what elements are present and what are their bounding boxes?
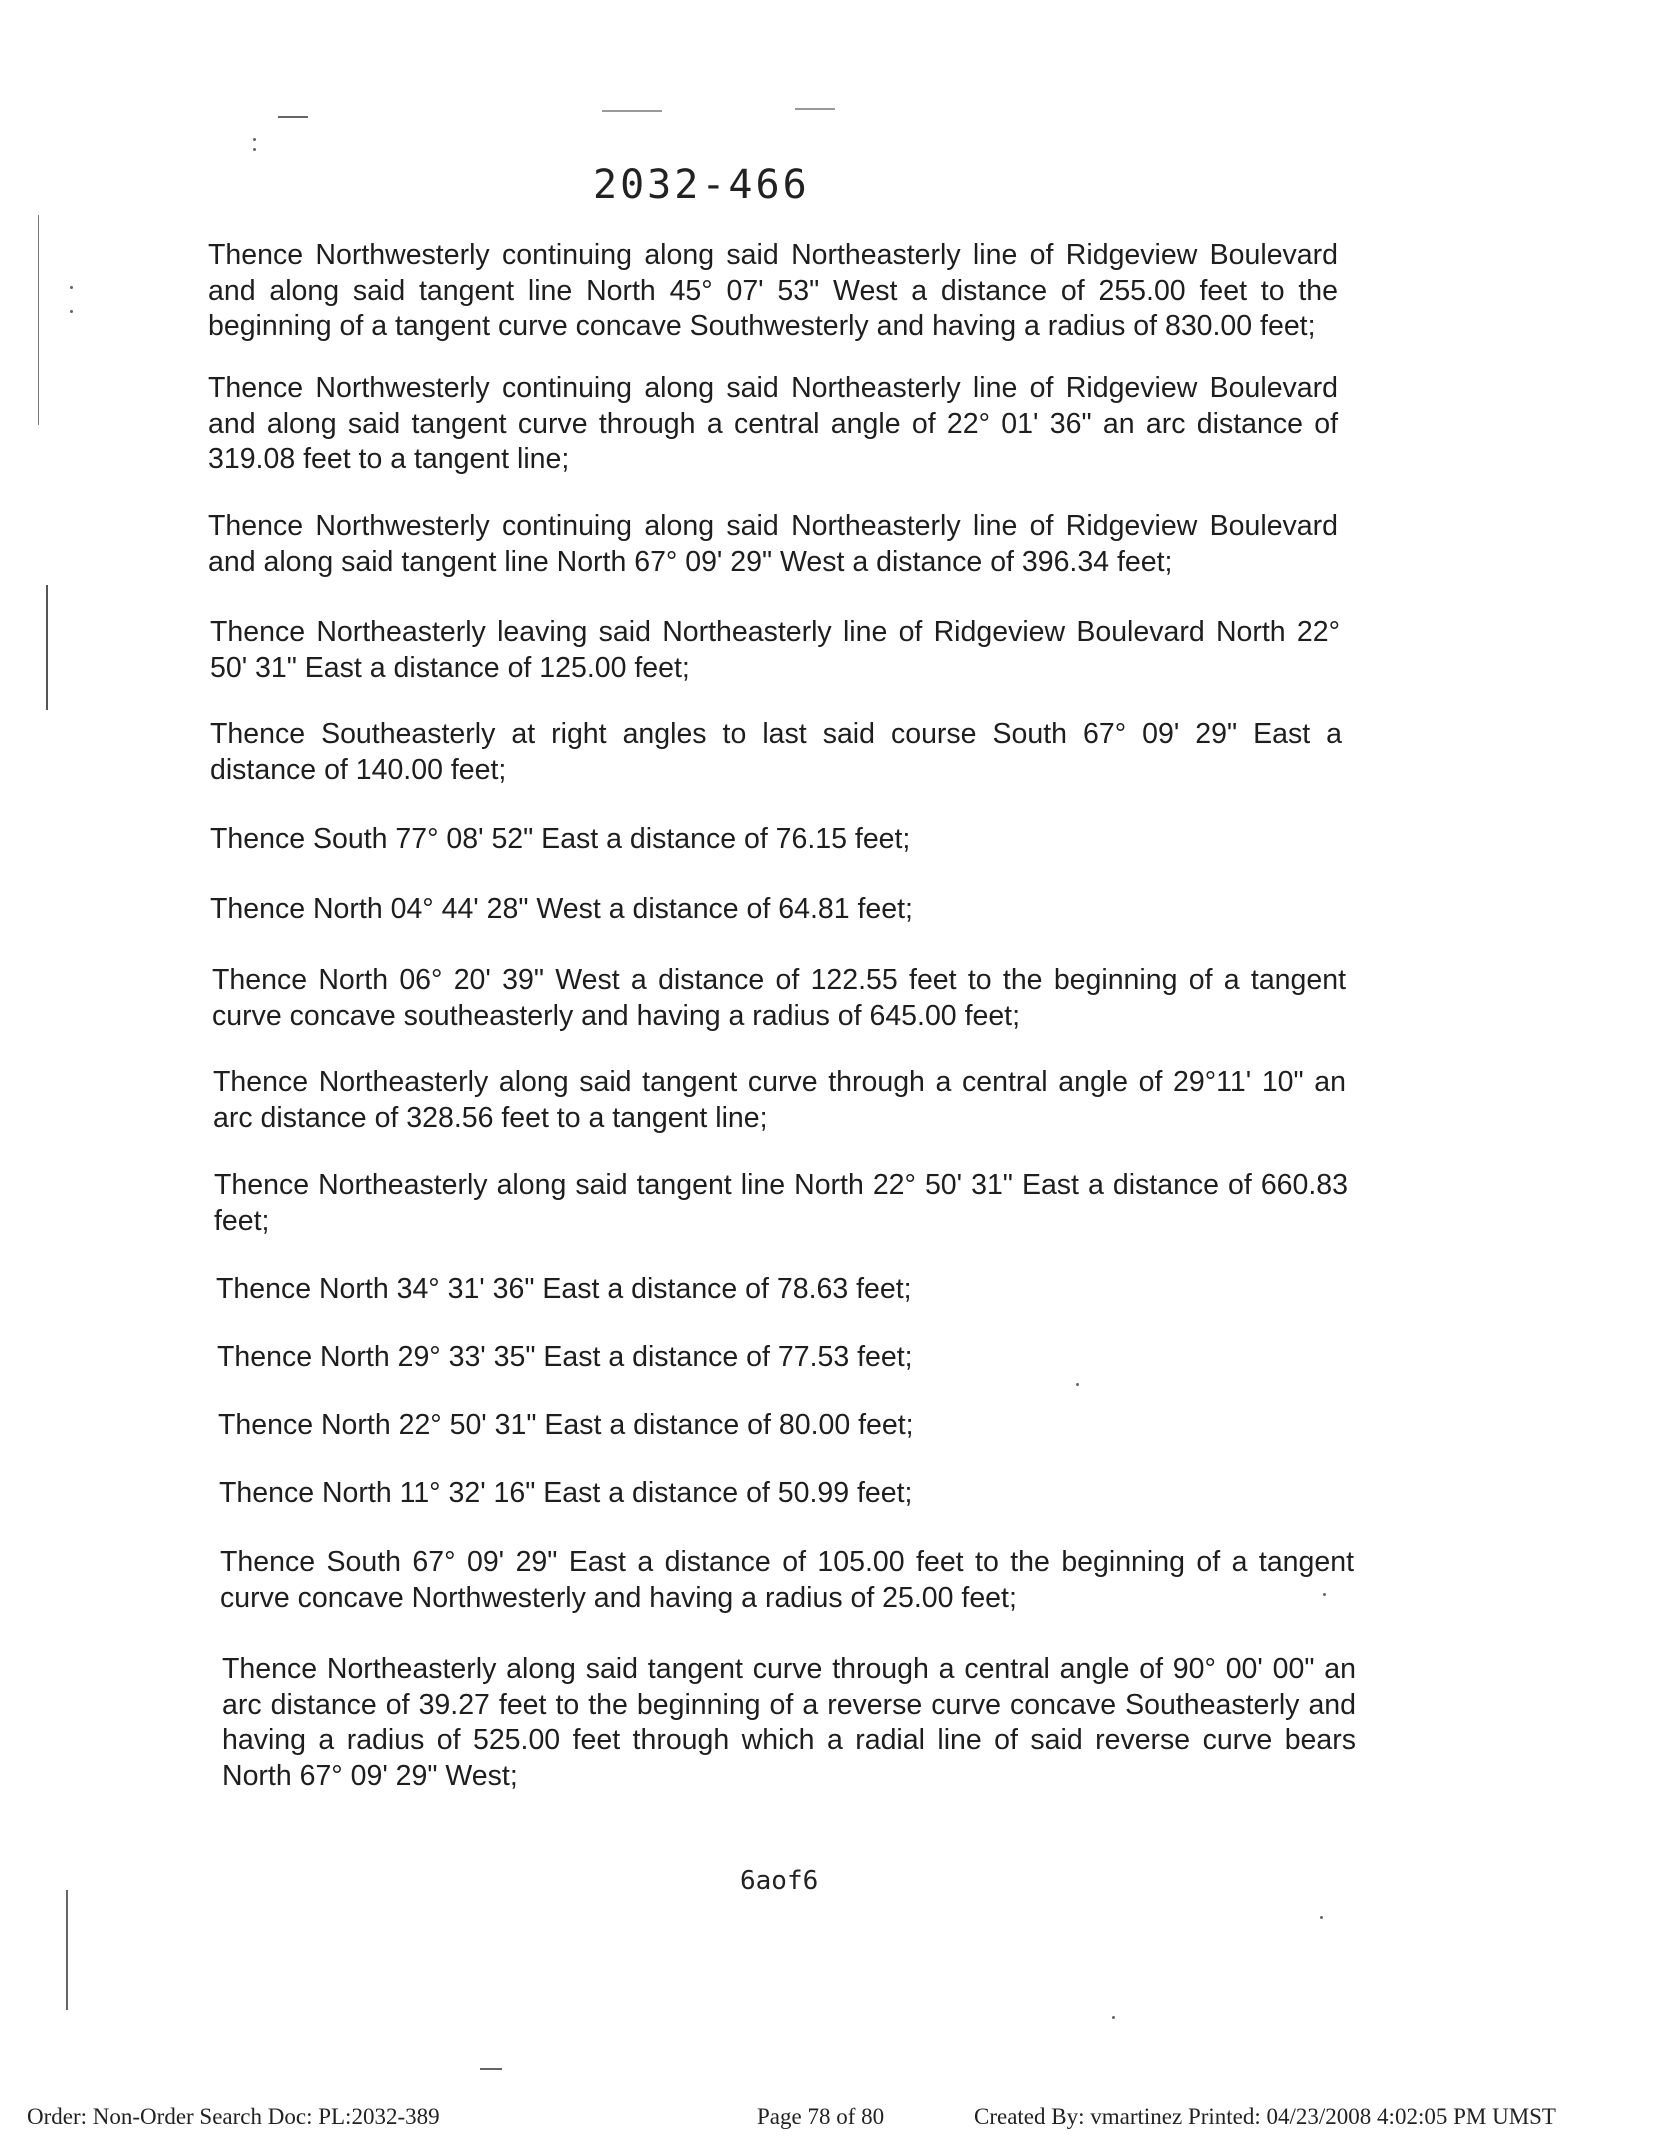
footer-page-info: Page 78 of 80	[757, 2104, 885, 2129]
page-fraction-label: 6aof6	[740, 1866, 819, 1896]
scan-speck	[1112, 2016, 1115, 2019]
scan-speck	[253, 138, 256, 141]
legal-paragraph: Thence South 77° 08' 52" East a distance of 76.15 feet;	[210, 823, 911, 855]
scan-speck	[70, 286, 73, 289]
scan-margin-line	[66, 1890, 68, 2010]
scan-speck	[253, 148, 256, 151]
scan-speck	[480, 2068, 502, 2070]
scan-speck	[70, 310, 73, 313]
legal-paragraph: Thence North 34° 31' 36" East a distance of 78.63 feet;	[216, 1273, 912, 1305]
document-number: 2032-466	[593, 162, 810, 208]
legal-paragraph: Thence Northeasterly along said tangent curve through a central angle of 90° 00' 00" an arc distance of 39.27 feet to the beginning of a reverse curve concave Southeasterly and having a radius of 525.00 feet through which a radial line of said reverse curve bears North 67° 09' 29" West;	[222, 1653, 1356, 1792]
legal-paragraph: Thence North 06° 20' 39" West a distance of 122.55 feet to the beginning of a tangent curve concave southeasterly and having a radius of 645.00 feet;	[212, 964, 1346, 1032]
legal-paragraph: Thence Northeasterly leaving said Northeasterly line of Ridgeview Boulevard North 22° 50' 31" East a distance of 125.00 feet;	[210, 616, 1340, 684]
legal-paragraph: Thence Northeasterly along said tangent line North 22° 50' 31" East a distance of 660.83 feet;	[214, 1169, 1348, 1237]
scan-margin-line	[38, 215, 39, 425]
legal-paragraph: Thence Northwesterly continuing along said Northeasterly line of Ridgeview Boulevard and along said tangent curve through a central angle of 22° 01' 36" an arc distance of 319.08 feet to a tangent line;	[208, 372, 1338, 475]
scan-speck	[795, 108, 835, 110]
scan-speck	[278, 116, 308, 118]
legal-paragraph: Thence North 04° 44' 28" West a distance of 64.81 feet;	[210, 893, 913, 925]
footer-created-info: Created By: vmartinez Printed: 04/23/2008 4:02:05 PM UMST	[974, 2104, 1556, 2129]
legal-paragraph: Thence North 22° 50' 31" East a distance of 80.00 feet;	[218, 1409, 914, 1441]
legal-paragraph: Thence North 11° 32' 16" East a distance of 50.99 feet;	[219, 1477, 913, 1509]
legal-paragraph: Thence Southeasterly at right angles to last said course South 67° 09' 29" East a distance of 140.00 feet;	[210, 718, 1342, 786]
legal-paragraph: Thence Northwesterly continuing along said Northeasterly line of Ridgeview Boulevard and along said tangent line North 67° 09' 29" West a distance of 396.34 feet;	[208, 510, 1338, 578]
legal-paragraph: Thence Northeasterly along said tangent curve through a central angle of 29°11' 10" an arc distance of 328.56 feet to a tangent line;	[213, 1066, 1346, 1134]
legal-paragraph: Thence South 67° 09' 29" East a distance of 105.00 feet to the beginning of a tangent curve concave Northwesterly and having a radius of 25.00 feet;	[220, 1546, 1354, 1614]
scan-speck	[602, 110, 662, 112]
scan-margin-line	[46, 585, 48, 710]
scan-speck	[1076, 1383, 1079, 1386]
legal-paragraph: Thence Northwesterly continuing along said Northeasterly line of Ridgeview Boulevard and along said tangent line North 45° 07' 53" West a distance of 255.00 feet to the beginning of a tangent curve concave Southwesterly and having a radius of 830.00 feet;	[208, 239, 1338, 342]
legal-paragraph: Thence North 29° 33' 35" East a distance of 77.53 feet;	[217, 1341, 913, 1373]
scan-speck	[1320, 1916, 1323, 1919]
footer-order-info: Order: Non-Order Search Doc: PL:2032-389	[27, 2104, 440, 2129]
